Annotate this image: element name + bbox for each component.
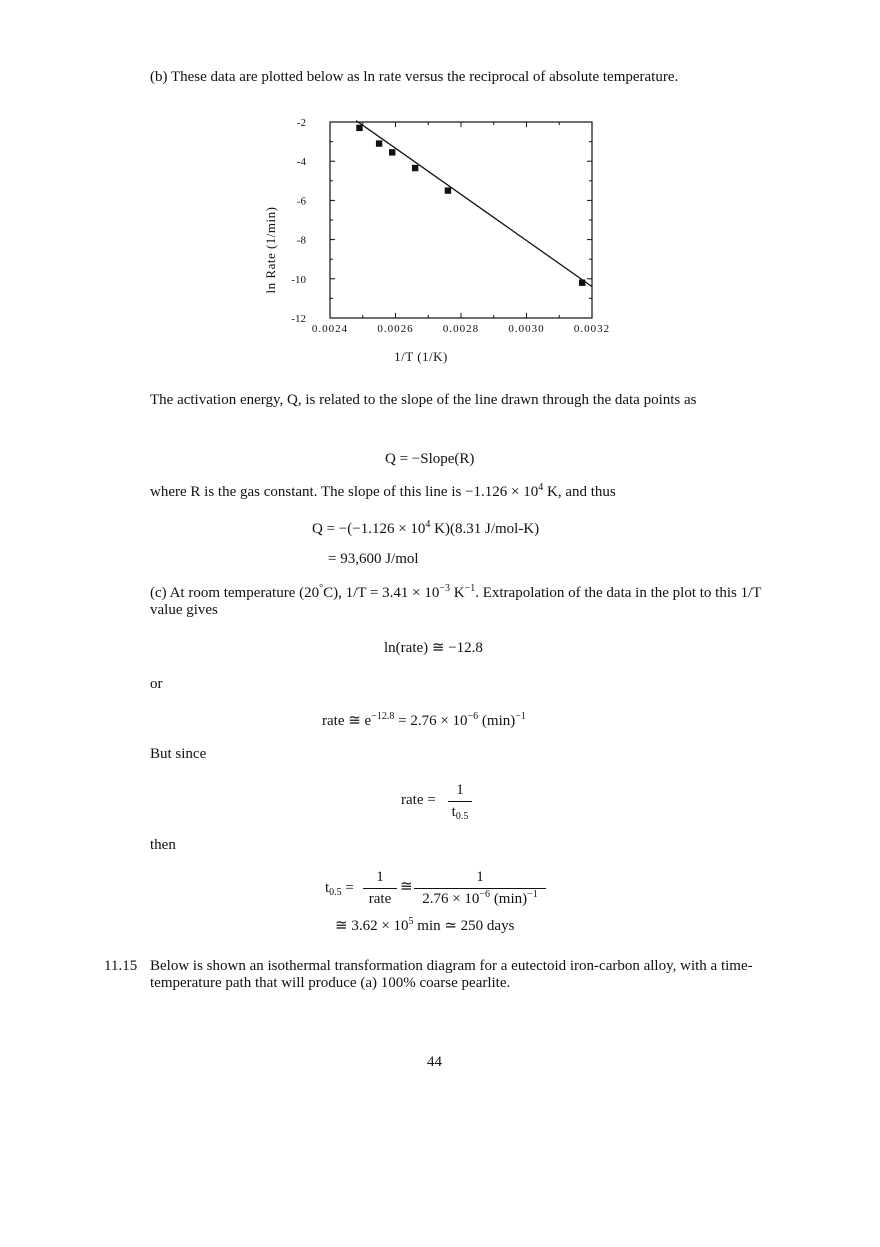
data-point [356,125,362,131]
rate-fraction: 1 $t_{0.5}$ [448,782,472,821]
problem-text: Below is shown an isothermal transformation diagram for a eutectoid iron-carbon alloy, with a time-temperature path that will produce (a) 100% coarse pearlite. [150,958,753,991]
activation-energy-text: The activation energy, Q, is related to the slope of the line drawn through the data points as [150,392,697,408]
x-tick-label: 0.0032 [573,323,611,335]
y-tick-label: -6 [296,195,306,208]
rate-label: rate = [401,792,436,808]
approx-symbol: ≅ [400,879,413,895]
final-result: ≅ $3.62 \times 10^5$ min ≃ 250 days [335,916,515,934]
data-point [412,165,418,171]
part-c-text: (c) At room temperature (20°C), $1/T = 3.41 \times 10^{-3}$ $K^{-1}$. Extrapolation of the data in the plot to this 1/T value gives [150,583,762,618]
one-over-value-fraction: 1 $2.76 \times 10^{-6}$ $(\min)^{-1}$ [414,869,546,908]
x-tick-label: 0.0028 [442,323,480,335]
data-point [445,187,451,193]
equation-ln-rate: ln(rate) ≅ −12.8 [384,640,483,656]
one-over-rate-fraction: 1 rate [363,869,397,908]
y-tick-label: -2 [296,117,306,129]
x-tick-label: 0.0030 [508,323,545,335]
page-number: 44 [427,1054,442,1070]
equation-q-slope: Q = −Slope(R) [385,451,475,467]
y-tick-label: -12 [291,313,306,325]
equation-q-value: $Q = -(-1.126 \times 10^4$ K)(8.31 J/mol-K) [312,519,540,537]
slope-text: where R is the gas constant. The slope of this line is $-1.126 \times 10^4$ K, and thus [150,482,616,500]
x-tick-label: 0.0026 [377,323,414,335]
fit-line [356,121,592,287]
equation-rate: rate ≅ $e^{-12.8} = 2.76 \times 10^{-6}$ $(\min)^{-1}$ [322,711,526,729]
data-point [376,140,382,146]
data-point [579,280,585,286]
or-text: or [150,676,163,692]
x-tick-label: 0.0024 [311,323,349,335]
x-axis-label: 1/T (1/K) [394,349,448,364]
data-point [389,149,395,155]
plot-frame [330,122,592,318]
then-text: then [150,837,176,853]
t-half-label: $t_{0.5}$ = [325,880,354,898]
but-since-text: But since [150,746,207,762]
y-tick-label: -10 [291,273,306,286]
part-b-intro: (b) These data are plotted below as ln rate versus the reciprocal of absolute temperature. [150,69,679,85]
problem-number: 11.15 [104,958,138,974]
arrhenius-plot [250,110,650,370]
y-tick-label: -4 [296,156,306,169]
y-tick-label: -8 [296,234,306,247]
y-axis-label: ln Rate (1/min) [263,206,278,294]
equation-q-result: = 93,600 J/mol [328,551,419,567]
